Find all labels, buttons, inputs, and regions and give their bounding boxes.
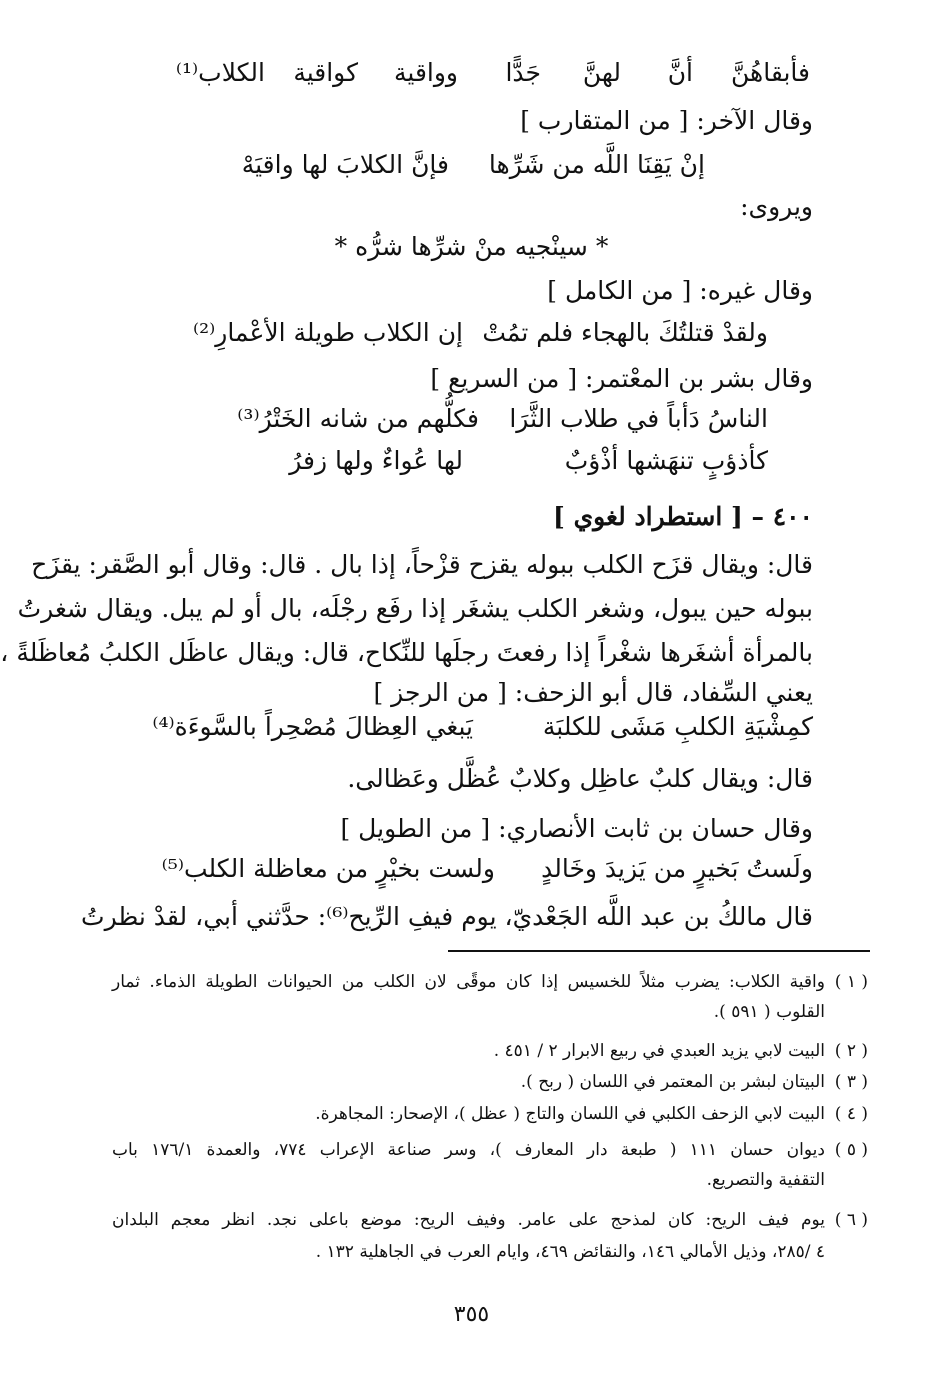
footnote-text: واقية الكلاب: يضرب مثلاً للخسيس إذا كان موقًى لان الكلب من الحيوانات الطويلة الذماء. ثمار <box>112 972 825 992</box>
verse-word: أنَّ <box>667 58 693 87</box>
footnote-text: البيت لابي يزيد العبدي في ربيع الابرار ٢ / ٤٥١ . <box>493 1041 825 1061</box>
footnote-text: التقفية والتصريع. <box>706 1170 825 1190</box>
footnote-text: البيتان لبشر بن المعتمر في اللسان ( ربح ). <box>520 1072 825 1092</box>
paragraph-line: وقال غيره: [ من الكامل ] <box>547 276 813 305</box>
verse-word: فأبقاهُنَّ <box>730 58 810 87</box>
footnote-divider <box>448 950 870 952</box>
verse-hemistich-left: إن الكلاب طويلة الأعْمارِ⁽²⁾ <box>193 318 463 347</box>
verse-hemistich-right: إنْ يَقِنَا اللَّه من شَرِّها <box>488 150 705 179</box>
section-heading: ٤٠٠ – [ استطراد لغوي ] <box>553 502 813 531</box>
verse-hemistich-right: الناسُ دَأباً في طلاب الثَّرَا <box>509 404 768 433</box>
verse-hemistich-right: كأذؤبٍ تنهَشها أذْؤبٌ <box>564 446 768 475</box>
paragraph-line: يعني السِّفاد، قال أبو الزحف: [ من الرجز ] <box>373 678 813 707</box>
verse-word: الكلاب⁽¹⁾ <box>175 58 265 87</box>
footnote-text: ديوان حسان ١١١ ( طبعة دار المعارف )، وسر صناعة الإعراب ٧٧٤، والعمدة ١٧٦/١ باب <box>112 1140 825 1160</box>
verse-centered: * سينْجيه منْ شرِّها شرُّه * <box>334 232 609 261</box>
paragraph-line: قال: ويقال كلبٌ عاظِل وكلابٌ عُظَّل وعَظالى. <box>347 764 813 793</box>
verse-word: كواقية <box>293 58 358 87</box>
footnote-text: يوم فيف الريح: كان لمذحج على عامر. وفيف الريح: موضع باعلى نجد. انظر معجم البلدان <box>112 1210 825 1230</box>
verse-hemistich-left: فكلُّهم من شانه الخَتْرُ⁽³⁾ <box>237 404 479 433</box>
verse-word: وواقية <box>394 58 458 87</box>
paragraph-line: قال: ويقال قزَح الكلب ببوله يقزح قزْحاً، إذا بال . قال: وقال أبو الصَّقر: يقزَح <box>31 550 813 579</box>
paragraph-line: وقال حسان بن ثابت الأنصاري: [ من الطويل ] <box>340 814 813 843</box>
footnote-number: ( ٢ ) <box>834 1041 868 1061</box>
verse-hemistich-left: ولست بخيْرٍ من معاظلة الكلب⁽⁵⁾ <box>161 854 495 883</box>
paragraph-line: قال مالكُ بن عبد اللَّه الجَعْديّ، يوم فيفِ الرِّيح⁽⁶⁾: حدَّثني أبي، لقدْ نظرتُ <box>81 902 813 931</box>
verse-hemistich-left: يَبغي العِظالَ مُصْحِراً بالسَّوءَة⁽⁴⁾ <box>152 712 473 741</box>
paragraph-line: ويروى: <box>740 192 813 221</box>
paragraph-line: ببوله حين يبول، وشغر الكلب يشغَر إذا رفَع رجْلَه، بال أو لم يبل. ويقال شغرتُ <box>17 594 813 623</box>
verse-hemistich-right: كمِشْيَةِ الكلبِ مَشَى للكلبَة <box>542 712 813 741</box>
footnote-text: البيت لابي الزحف الكلبي في اللسان والتاج ( عظل )، الإصحار: المجاهرة. <box>315 1104 825 1124</box>
verse-hemistich-left: لها عُواءٌ ولها زفرُ <box>289 446 463 475</box>
paragraph-line: بالمرأة أشغَرها شغْراً إذا رفعتَ رجلَها للنِّكاح، قال: ويقال عاظَل الكلبُ مُعاظَلةً ، <box>0 638 813 667</box>
verse-hemistich-right: ولَستُ بَخيرٍ من يَزيدَ وخَالدٍ <box>541 854 813 883</box>
footnote-number: ( ٤ ) <box>834 1104 868 1124</box>
footnote-number: ( ٦ ) <box>834 1210 868 1230</box>
footnote-number: ( ٣ ) <box>834 1072 868 1092</box>
verse-word: لهنَّ <box>582 58 621 87</box>
page-number: ٣٥٥ <box>453 1302 490 1327</box>
footnote-number: ( ١ ) <box>834 972 868 992</box>
paragraph-line: وقال الآخر: [ من المتقارب ] <box>520 106 813 135</box>
footnote-text: ٤ /٢٨٥، وذيل الأمالي ١٤٦، والنقائض ٤٦٩، وايام العرب في الجاهلية ١٣٢ . <box>315 1242 825 1262</box>
verse-hemistich-left: فإنَّ الكلابَ لها واقيَهْ <box>241 150 449 179</box>
verse-word: جَدًّا <box>505 58 541 87</box>
footnote-number: ( ٥ ) <box>834 1140 868 1160</box>
verse-hemistich-right: ولقدْ قتلتُكَ بالهجاء فلم تمُتْ <box>482 318 768 347</box>
footnote-text: القلوب ( ٥٩١ ). <box>713 1002 825 1022</box>
paragraph-line: وقال بشر بن المعْتمر: [ من السريع ] <box>430 364 813 393</box>
